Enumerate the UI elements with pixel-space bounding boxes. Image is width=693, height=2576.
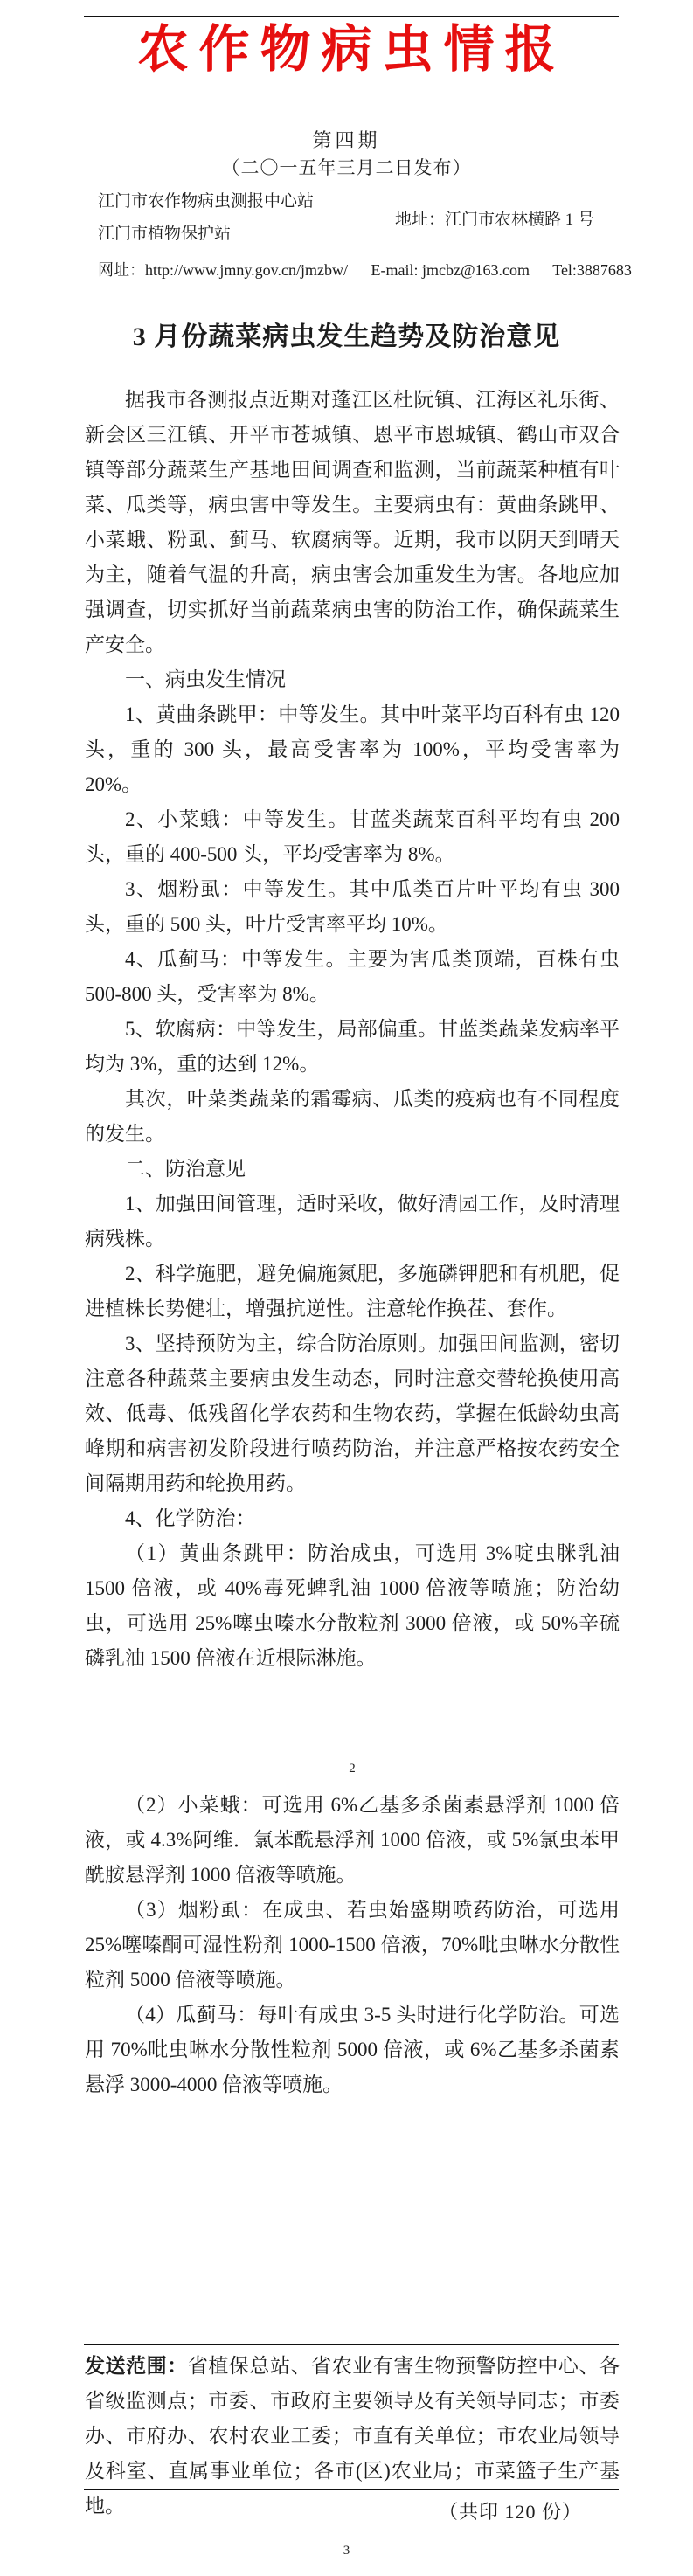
paragraph-advice-4: 4、化学防治： [125,1507,256,1529]
release-date: （二〇一五年三月二日发布） [221,157,472,178]
paragraph-other-diseases: 其次，叶菜类蔬菜的霜霉病、瓜类的疫病也有不同程度的发生。 [85,1088,620,1145]
distribution-label: 发送范围： [85,2355,188,2377]
publisher-address: 地址：江门市农林横路 1 号 [394,210,594,229]
masthead-title: 农作物病虫情报 [137,21,566,78]
page-break-marker [85,1676,620,1788]
article-body [85,383,620,2102]
paragraph-chemical-1: （1）黄曲条跳甲：防治成虫，可选用 3%啶虫脒乳油 1500 倍液，或 40%毒死蜱乳油 1000 倍液等喷施；防治幼虫，可选用 25%噻虫嗪水分散粒剂 3000 倍液，或 50%辛硫磷乳油 1500 倍液在近根际淋施。 [85,1542,620,1669]
paragraph-advice-1: 1、加强田间管理，适时采收，做好清园工作，及时清理病残株。 [85,1193,620,1250]
paragraph-pest-1: 1、黄曲条跳甲：中等发生。其中叶菜平均百科有虫 120 头，重的 300 头，最高受害率为 100%，平均受害率为 20%。 [85,703,620,795]
website-text: 网址：http://www.jmny.gov.cn/jmzbw/ [98,261,348,279]
paragraph-advice-2: 2、科学施肥，避免偏施氮肥，多施磷钾肥和有机肥，促进植株长势健壮，增强抗逆性。注意轮作换茬、套作。 [85,1263,620,1319]
paragraph-chemical-3: （3）烟粉虱：在成虫、若虫始盛期喷药防治，可选用 25%噻嗪酮可湿性粉剂 1000-1500 倍液，70%吡虫啉水分散性粒剂 5000 倍液等喷施。 [85,1899,620,1991]
distribution-body: 省植保总站、省农业有害生物预警防控中心、各省级监测点；市委、市政府主要领导及有关领导同志；市委办、市府办、农村农业工委；市直有关单位；市农业局领导及科室、直属事业单位；各市(区)农业局；市菜篮子生产基地。 [85,2355,620,2517]
publisher-name-1: 江门市农作物病虫测报中心站 [98,192,315,211]
paragraph-pest-4: 4、瓜蓟马：中等发生。主要为害瓜类顶端，百株有虫 500-800 头，受害率为 8%。 [85,948,620,1005]
section-heading-1: 一、病虫发生情况 [125,668,286,690]
contact-line [98,258,632,280]
page-number-2: 2 [349,1762,356,1776]
page-number-3: 3 [343,2544,350,2558]
tel-text: Tel:3887683 [552,261,632,279]
paragraph-chemical-2: （2）小菜蛾：可选用 6%乙基多杀菌素悬浮剂 1000 倍液，或 4.3%阿维．氯苯酰悬浮剂 1000 倍液，或 5%氯虫苯甲酰胺悬浮剂 1000 倍液等喷施。 [85,1794,620,1886]
issue-number: 第四期 [312,129,381,151]
paragraph-chemical-4: （4）瓜蓟马：每叶有成虫 3-5 头时进行化学防治。可选用 70%吡虫啉水分散性粒剂 5000 倍液，或 6%乙基多杀菌素悬浮 3000-4000 倍液等喷施。 [85,2004,620,2095]
bottom-page-number-wrap [0,2543,693,2559]
section-heading-2: 二、防治意见 [125,1158,246,1180]
footer-top-rule [84,2344,619,2345]
paragraph-pest-3: 3、烟粉虱：中等发生。其中瓜类百片叶平均有虫 300 头，重的 500 头，叶片受害率平均 10%。 [85,878,620,935]
footer-bottom-rule [84,2489,619,2490]
email-text: E-mail: jmcbz@163.com [371,261,530,279]
publisher-name-2: 江门市植物保护站 [98,225,232,243]
article-title: 3 月份蔬菜病虫发生趋势及防治意见 [132,322,561,351]
paragraph-pest-2: 2、小菜蛾：中等发生。甘蓝类蔬菜百科平均有虫 200 头，重的 400-500 头，平均受害率为 8%。 [85,808,620,865]
publisher-names [98,185,314,250]
paragraph-advice-3: 3、坚持预防为主，综合防治原则。加强田间监测，密切注意各种蔬菜主要病虫发生动态，同时注意交替轮换使用高效、低毒、低残留化学农药和生物农药，掌握在低龄幼虫高峰期和病害初发阶段进行喷药防治，并注意严格按农药安全间隔期用药和轮换用药。 [85,1333,620,1494]
publisher-block [98,185,596,250]
print-count: （共印 120 份） [438,2501,582,2523]
paragraph-intro: 据我市各测报点近期对蓬江区杜阮镇、江海区礼乐街、新会区三江镇、开平市苍城镇、恩平市恩城镇、鹤山市双合镇等部分蔬菜生产基地田间调查和监测，当前蔬菜种植有叶菜、瓜类等，病虫害中等发生。主要病虫有：黄曲条跳甲、小菜蛾、粉虱、蓟马、软腐病等。近期，我市以阴天到晴天为主，随着气温的升高，病虫害会加重发生为害。各地应加强调查，切实抓好当前蔬菜病虫害的防治工作，确保蔬菜生产安全。 [85,389,620,655]
paragraph-pest-5: 5、软腐病：中等发生，局部偏重。甘蓝类蔬菜发病率平均为 3%，重的达到 12%。 [85,1018,620,1075]
